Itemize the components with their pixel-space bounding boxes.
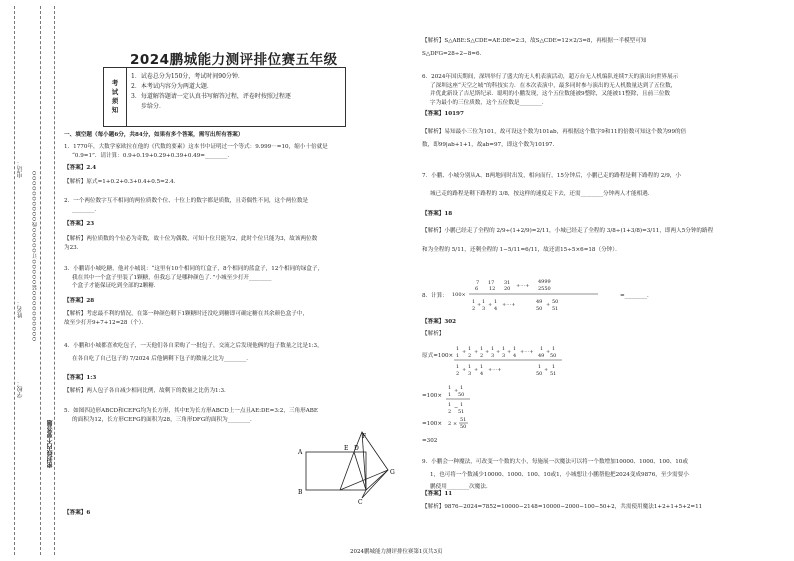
seal-line-text: OOOOOOOOOO装OOOOO订OOOOO线OOOOOOOOOO — [32, 170, 38, 341]
svg-text:3: 3 — [468, 371, 472, 376]
svg-text:+: + — [485, 349, 490, 355]
label-d: D — [354, 445, 359, 452]
svg-text:+: + — [462, 349, 467, 355]
svg-text:+: + — [546, 302, 551, 308]
svg-text:49: 49 — [538, 353, 545, 359]
svg-text:1: 1 — [502, 346, 506, 352]
svg-text:51: 51 — [550, 371, 557, 376]
question-3: 3．小鹏请小城吃糖，他对小城说：“这里有10个相同的红盒子，8个相同的蓝盒子，12个相同的绿盒子， 我在其中一个盒子里装了1颗糖，但我忘了是哪种颜色了．”小城至少打开________ 个盒子才能保证吃到全部的2颗糖． — [64, 266, 324, 289]
svg-text:3: 3 — [502, 353, 506, 359]
binding-margin — [0, 0, 58, 561]
solution-3: 【解析】考虑最不利的情况，在第一种颜色剩下1颗糖时还没吃到糖即可确定糖在其余颜色盒子中， 故至少打开9+7+12=28（个）． — [64, 311, 309, 326]
svg-text:+: + — [488, 302, 493, 308]
svg-text:2: 2 — [456, 371, 460, 376]
svg-text:+: + — [454, 388, 459, 394]
svg-text:50: 50 — [536, 371, 543, 376]
svg-text:+: + — [474, 367, 479, 373]
question-8-label: 8．计算： — [422, 293, 448, 299]
svg-text:12: 12 — [489, 286, 496, 292]
label-g: G — [390, 469, 395, 476]
svg-text:1: 1 — [494, 299, 498, 305]
question-8-expression — [452, 277, 602, 315]
svg-text:1: 1 — [460, 402, 464, 408]
solution-2: 【解析】两位质数的个位必为奇数，故十位为偶数，可知十位只能为2，此时个位只能为3，故该两位数 为23． — [64, 236, 318, 251]
svg-text:1: 1 — [513, 346, 517, 352]
solution-4: 【解析】两人包子各自减少相同比例，故剩下的数量之比仍为1:3． — [64, 388, 230, 394]
label-f: F — [362, 433, 367, 440]
svg-text:2550: 2550 — [538, 286, 551, 292]
question-7: 7．小鹏、小城分别从A、B两地同时出发，相向而行，15分钟后，小鹏已走的路程是剩下路程的 2/9，小 城已走的路程是剩下路程的 3/8，按这样的速度走下去，还需________分钟两人才能相遇． — [422, 173, 681, 197]
solution-8-step-3: =100× — [422, 421, 443, 427]
notice-body: 1．试卷总分为150分，考试时间90分钟． 2．本考试内容分为两道大题． 3．每道解答题请一定认真书写解答过程，评卷时按照过程逐 步给分． — [131, 73, 291, 110]
svg-text:1: 1 — [552, 364, 556, 370]
svg-text:+: + — [507, 349, 512, 355]
svg-text:1: 1 — [456, 364, 460, 370]
svg-text:2: 2 — [448, 421, 452, 427]
svg-text:1: 1 — [456, 346, 460, 352]
solution-8-step-3-fractions — [446, 413, 486, 435]
svg-text:+⋯+: +⋯+ — [516, 283, 530, 289]
answer-3: 【答案】28 — [64, 298, 95, 304]
question-5: 5．如图四边形ABCD和CEFG均为长方形，其中E为长方形ABCD上一点且AE:DE=3:2，三角形ABE 的面积为12，长方形CEFG的面积为28，三角形DFG的面积为________． — [64, 408, 318, 423]
question-8-blank: =________． — [620, 293, 653, 299]
svg-text:51: 51 — [458, 409, 465, 415]
svg-text:1: 1 — [448, 385, 452, 391]
svg-text:+⋯+: +⋯+ — [502, 302, 516, 308]
svg-text:100×: 100× — [452, 292, 466, 298]
svg-text:1: 1 — [456, 353, 460, 359]
solution-9: 【解析】9876−2024=7852=10000−2148=10000−2000−100−50+2，共需使用魔法1+2+1+5+2=11 — [422, 504, 703, 510]
svg-text:1: 1 — [552, 346, 556, 352]
svg-text:1: 1 — [460, 385, 464, 391]
label-c: C — [358, 499, 363, 504]
solution-8-step-1: 原式=100× — [422, 353, 454, 359]
svg-text:+: + — [477, 302, 482, 308]
section-heading: 一、填空题（每小题6分，共84分，如果有多个答案，需写出所有答案） — [64, 132, 244, 138]
solution-8-step-2-fractions — [446, 381, 486, 415]
svg-text:1: 1 — [540, 346, 544, 352]
svg-text:+: + — [544, 367, 549, 373]
svg-text:1: 1 — [468, 346, 472, 352]
phone-label: 电话： — [17, 160, 24, 178]
answer-1: 【答案】2.4 — [64, 165, 97, 171]
svg-text:2: 2 — [468, 353, 472, 359]
svg-text:1: 1 — [491, 346, 495, 352]
svg-text:1: 1 — [472, 299, 476, 305]
svg-text:20: 20 — [504, 286, 511, 292]
svg-text:1: 1 — [482, 299, 486, 305]
svg-text:51: 51 — [552, 306, 559, 312]
svg-text:1: 1 — [468, 364, 472, 370]
solution-6: 【解析】易知最小三位为101，故可设这个数为101ab，再根据这个数字9和11的倍数可知这个数为99的倍 数，即99|ab+1+1，故ab=97，即这个数为10197． — [422, 129, 687, 148]
svg-text:−: − — [454, 405, 459, 411]
answer-4: 【答案】1:3 — [64, 375, 97, 381]
label-a: A — [298, 449, 303, 456]
solution-1: 【解析】原式=1+0.2+0.3+0.4+0.5=2.4． — [64, 179, 180, 185]
label-e: E — [344, 445, 349, 452]
label-b: B — [298, 489, 303, 496]
answer-8: 【答案】302 — [422, 319, 457, 325]
svg-text:49: 49 — [536, 299, 543, 305]
answer-7: 【答案】18 — [422, 211, 453, 217]
answer-5: 【答案】6 — [64, 510, 91, 516]
svg-text:×: × — [453, 421, 458, 427]
solution-5: 【解析】S△ABE:S△CDE=AE:DE=2:3，故S△CDE=12×2/3=8，再根据一半模型可知 S△DFG=28÷2−8=6． — [422, 38, 647, 57]
page-footer: 2024鹏城能力测评排位赛第1页共3页 — [350, 549, 443, 555]
svg-text:2: 2 — [480, 353, 484, 359]
svg-text:3: 3 — [491, 353, 495, 359]
question-1: 1．1770年，大数学家欧拉在他的《代数的要素》这本书中证明过一个等式：9.999⋯=10，缩小十倍就是 “0.9=1”．请计算：0.9+0.19+0.29+0.39+0.49=________． — [64, 144, 328, 159]
solution-7: 【解析】小鹏已经走了全程的 2/9÷(1+2/9)=2/11，小城已经走了全程的 3/8÷(1+3/8)=3/11，即两人5分钟的路程 和为全程的 5/11，还剩全程的 1−5/11=6/11，故还需15÷5×6=18（分钟）． — [422, 228, 714, 253]
svg-text:1: 1 — [448, 402, 452, 408]
question-6: 6．2024年国庆期间，深圳举行了盛大的无人机表演活动，超万台无人机编队连续7天的演出向世界展示 了深圳这座“天空之城”的科技实力．在本次表演中，最多同时参与演出的无人机数量达到了五位数， 并优此新设了吉尼斯纪录．聪明的小鹏发现，这个五位数能被9整除，又能被11整除，且前三位数 字为最小的三位质数，这个五位数是________． — [422, 74, 679, 106]
exam-notice — [103, 67, 346, 127]
solution-8-label: 【解析】 — [422, 331, 445, 337]
svg-text:2: 2 — [472, 306, 476, 312]
svg-text:+⋯+: +⋯+ — [488, 367, 502, 373]
question-9: 9．小鹏会一种魔法，可改变一个数的大小，每施展一次魔法可以将一个数增加10000、1000、100、10或 1，也可将一个数减少10000、1000、100、10或1，小城想让小鹏帮他把2024变成9876，至少需要小 鹏使用________次魔法． — [422, 459, 689, 490]
answer-2: 【答案】23 — [64, 221, 95, 227]
svg-text:1: 1 — [480, 346, 484, 352]
svg-text:50: 50 — [550, 353, 557, 359]
svg-text:6: 6 — [475, 286, 479, 292]
svg-text:17: 17 — [488, 280, 495, 286]
svg-text:1: 1 — [480, 364, 484, 370]
svg-text:1: 1 — [538, 364, 542, 370]
rectangle-figure — [292, 428, 404, 504]
svg-text:4: 4 — [513, 353, 517, 359]
svg-text:+⋯+: +⋯+ — [520, 349, 534, 355]
svg-text:4: 4 — [480, 371, 484, 376]
svg-text:+: + — [474, 349, 479, 355]
svg-text:3: 3 — [482, 306, 486, 312]
notice-head: 考 试 须 知 — [104, 68, 127, 126]
svg-text:50: 50 — [460, 424, 467, 430]
question-4: 4．小鹏和小城都喜欢吃包子，一天他们各自采购了一批包子，交流之后发现他俩的包子数量之比是1:3， 在各自吃了自己包子的 7/2024 后他俩剩下包子的数量之比为________． — [64, 343, 323, 362]
svg-text:+: + — [462, 367, 467, 373]
name-label: 姓名： — [17, 300, 24, 318]
svg-text:+: + — [546, 349, 551, 355]
svg-text:51: 51 — [460, 417, 467, 423]
svg-text:1: 1 — [448, 392, 452, 398]
svg-text:+: + — [496, 349, 501, 355]
svg-text:50: 50 — [458, 392, 465, 398]
solution-8-step-2: =100× — [422, 393, 443, 399]
svg-text:4999: 4999 — [538, 279, 551, 285]
svg-text:4: 4 — [494, 306, 498, 312]
solution-8-step-1-fractions — [454, 340, 604, 376]
svg-text:50: 50 — [552, 299, 559, 305]
answer-9: 【答案】11 — [422, 491, 453, 497]
svg-text:31: 31 — [504, 280, 511, 286]
svg-text:7: 7 — [476, 280, 480, 286]
answer-6: 【答案】10197 — [422, 111, 464, 117]
school-label: 学校： — [17, 380, 24, 398]
svg-text:50: 50 — [536, 306, 543, 312]
svg-text:2: 2 — [448, 409, 452, 415]
solution-8-result: =302 — [422, 438, 438, 444]
no-answer-warning: 密封线内不要答题 — [47, 420, 54, 468]
question-2: 2．一个两位数字互不相同的两位质数个位、十位上的数字都是质数，且奇偶性不同，这个两位数是 ________． — [64, 198, 309, 213]
exam-title: 2024鹏城能力测评排位赛五年级 — [130, 52, 338, 68]
